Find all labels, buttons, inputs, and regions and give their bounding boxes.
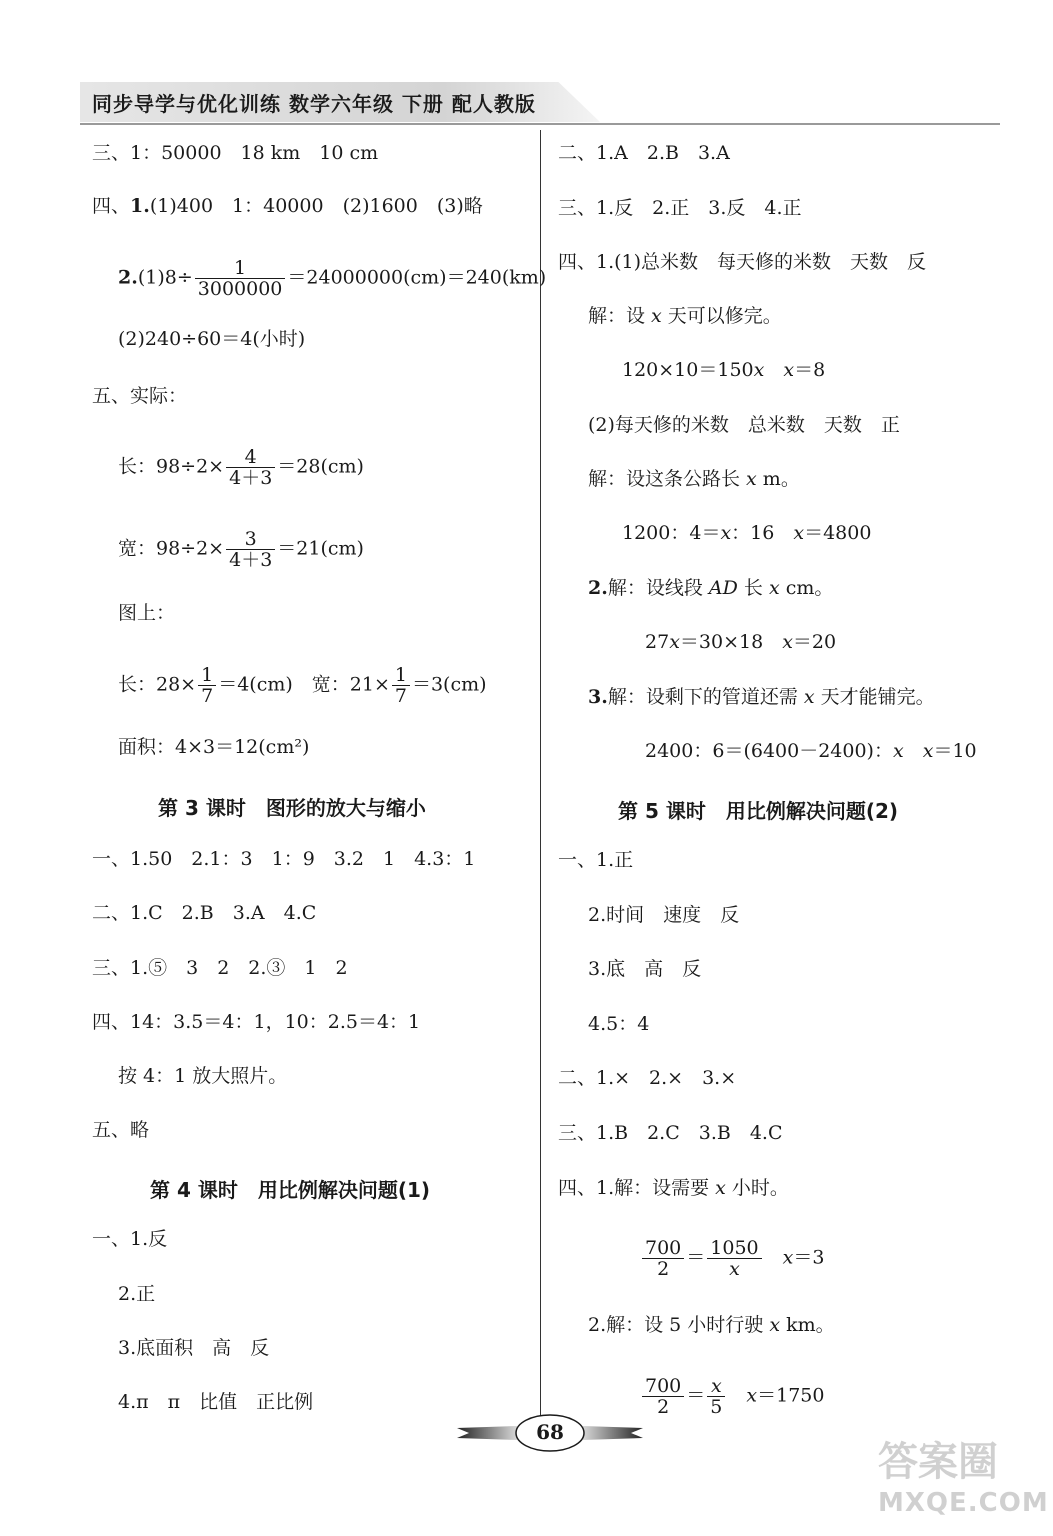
answer-line: 二、1.A 2.B 3.A bbox=[558, 142, 730, 164]
answer-line: 三、1.反 2.正 3.反 4.正 bbox=[558, 197, 802, 219]
answer-line: (2)240÷60＝4(小时) bbox=[118, 328, 306, 350]
answer-line: 二、1.× 2.× 3.× bbox=[558, 1067, 737, 1089]
answer-line: 四、1.(1)总米数 每天修的米数 天数 反 bbox=[558, 251, 927, 273]
answer-line: 宽：98÷2× $\frac{3}{4+3}$ ＝21(cm) bbox=[118, 528, 364, 571]
answer-line: 面积：4×3＝12(cm²) bbox=[118, 736, 310, 758]
section-title: 第 3 课时 图形的放大与缩小 bbox=[158, 796, 426, 820]
answer-line: 按 4：1 放大照片。 bbox=[118, 1065, 288, 1087]
answer-line: 四、1.(1)400 1：40000 (2)1600 (3)略 bbox=[92, 195, 483, 217]
answer-line: 五、略 bbox=[92, 1119, 150, 1141]
answer-line: 长：98÷2× $\frac{4}{4+3}$ ＝28(cm) bbox=[118, 446, 364, 489]
answer-line: 2.正 bbox=[118, 1283, 156, 1305]
answer-line: 五、实际： bbox=[92, 385, 188, 407]
answer-line: (2)每天修的米数 总米数 天数 正 bbox=[588, 414, 900, 436]
fraction: $\frac{1}{7}$ bbox=[392, 665, 410, 706]
answer-line: 一、1.反 bbox=[92, 1228, 168, 1250]
answer-line: 图上： bbox=[118, 602, 176, 624]
section-title: 第 4 课时 用比例解决问题(1) bbox=[150, 1178, 431, 1202]
answer-line: 3.底面积 高 反 bbox=[118, 1337, 270, 1359]
answer-line: $\frac{700}{2}$ ＝ $\frac{1050}{x}$ x＝3 bbox=[640, 1238, 824, 1279]
fraction: $\frac{4}{4+3}$ bbox=[226, 447, 275, 488]
answer-line: 三、1.B 2.C 3.B 4.C bbox=[558, 1122, 783, 1144]
page-number-badge bbox=[455, 1410, 645, 1456]
fraction: $\frac{3}{4+3}$ bbox=[226, 529, 275, 570]
answer-line: 三、1：50000 18 km 10 cm bbox=[92, 142, 379, 164]
page-number: 68 bbox=[536, 1420, 564, 1444]
answer-line: 2.时间 速度 反 bbox=[588, 904, 740, 926]
fraction: $\frac{700}{2}$ bbox=[642, 1376, 684, 1417]
answer-line: 3.解：设剩下的管道还需 x 天才能铺完。 bbox=[588, 686, 935, 708]
fraction: $\frac{1}{3000000}$ bbox=[195, 258, 286, 299]
answer-line: 1200：4＝x：16 x＝4800 bbox=[622, 522, 872, 544]
book-title: 同步导学与优化训练 数学六年级 下册 配人教版 bbox=[92, 92, 536, 116]
watermark-logo: 答案圈 MXQE.COM bbox=[878, 1439, 1049, 1518]
answer-line: 27x＝30×18 x＝20 bbox=[645, 631, 837, 653]
section-title: 第 5 课时 用比例解决问题(2) bbox=[618, 799, 899, 823]
fraction: $\frac{1}{7}$ bbox=[198, 665, 216, 706]
answer-line: 一、1.正 bbox=[558, 849, 634, 871]
answer-line: 解：设 x 天可以修完。 bbox=[588, 305, 782, 327]
fraction: $\frac{1050}{x}$ bbox=[707, 1238, 761, 1279]
answer-line: 2.(1)8÷ $\frac{1}{3000000}$ ＝24000000(cm)＝240(km) bbox=[118, 257, 547, 300]
header-rule bbox=[80, 123, 1000, 125]
answer-line: 四、14：3.5＝4：1，10：2.5＝4：1 bbox=[92, 1011, 421, 1033]
answer-line: 4.5：4 bbox=[588, 1013, 650, 1035]
answer-line: 4.π π 比值 正比例 bbox=[118, 1391, 314, 1413]
fraction: $\frac{x}{5}$ bbox=[707, 1376, 725, 1417]
answer-line: 长：28× $\frac{1}{7}$ ＝4(cm) 宽：21× $\frac{1}{7}$ ＝3(cm) bbox=[118, 664, 487, 707]
answer-line: 2400：6＝(6400－2400)：x x＝10 bbox=[645, 740, 977, 762]
answer-line: 2.解：设 5 小时行驶 x km。 bbox=[588, 1314, 835, 1336]
answer-line: 三、1.⑤ 3 2 2.③ 1 2 bbox=[92, 957, 348, 979]
answer-line: 解：设这条公路长 x m。 bbox=[588, 468, 800, 490]
answer-line: 2.解：设线段 AD 长 x cm。 bbox=[588, 577, 834, 599]
answer-line: 四、1.解：设需要 x 小时。 bbox=[558, 1177, 789, 1199]
answer-line: 二、1.C 2.B 3.A 4.C bbox=[92, 902, 317, 924]
answer-line: 3.底 高 反 bbox=[588, 958, 702, 980]
fraction: $\frac{700}{2}$ bbox=[642, 1238, 684, 1279]
answer-line: $\frac{700}{2}$ ＝ $\frac{x}{5}$ x＝1750 bbox=[640, 1376, 824, 1417]
column-divider bbox=[540, 130, 541, 1420]
answer-line: 一、1.50 2.1：3 1：9 3.2 1 4.3：1 bbox=[92, 848, 476, 870]
answer-line: 120×10＝150x x＝8 bbox=[622, 359, 826, 381]
